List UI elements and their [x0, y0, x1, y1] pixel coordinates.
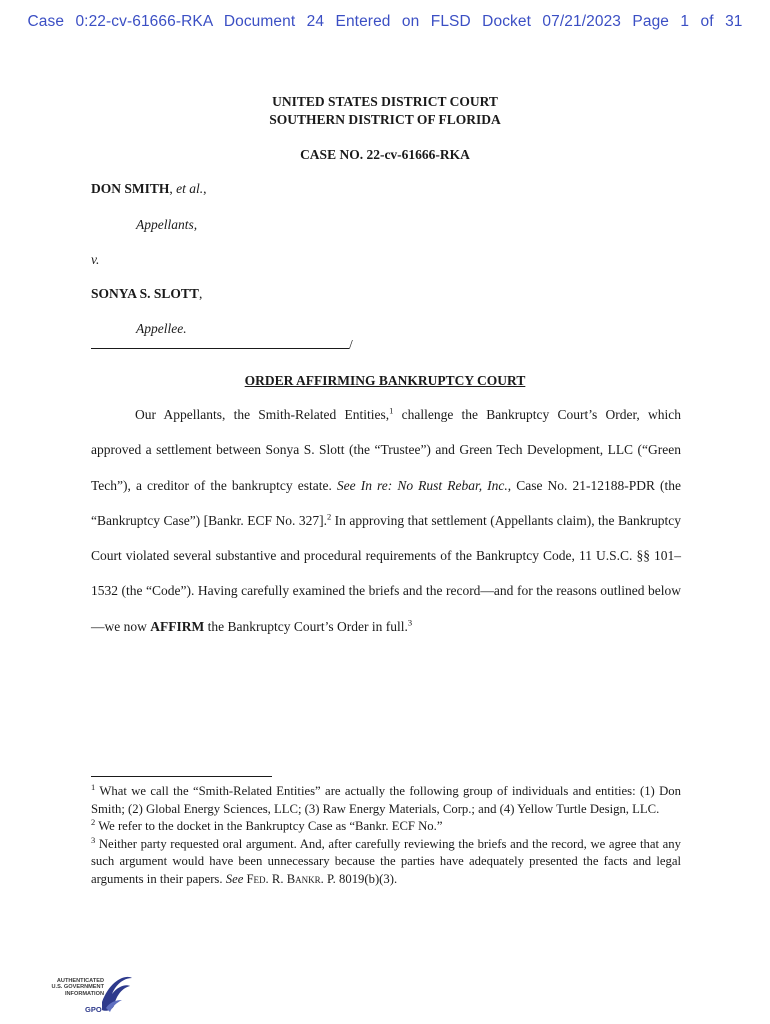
- appellant-etal: et al.: [176, 181, 204, 196]
- footnote-ref-2: 2: [326, 511, 332, 522]
- footnote-separator: [91, 776, 272, 777]
- footnotes: [91, 783, 681, 888]
- versus: v.: [91, 252, 100, 267]
- appellant-role: Appellants,: [136, 217, 198, 232]
- appellee-comma: ,: [198, 286, 203, 301]
- appellant-comma: ,: [203, 181, 207, 196]
- order-body: [91, 397, 681, 644]
- footnote-text: What we call the “Smith-Related Entities” are actually the following group of individuals and entities: (1) Don Smith; (2) Global Energy Sciences, LLC; (3) Raw Energy Materials, Corp.; and (4) Yellow Turtle Design, LLC.: [91, 784, 681, 816]
- gpo-abbreviation: GPO: [85, 1005, 102, 1014]
- gpo-line-3: INFORMATION: [64, 990, 104, 997]
- caption-slash: /: [349, 337, 353, 352]
- footnote-text: Neither party requested oral argument. And, after carefully reviewing the briefs and the record, we agree that any such argument would have been unnecessary because the parties have adequately presented the facts and legal arguments in their papers.: [91, 836, 681, 886]
- paragraph-text: , Case No. 21-12188-PDR (the “Bankruptcy Case”) [Bankr. ECF No. 327].: [91, 477, 682, 528]
- case-citation: See In re: No Rust Rebar, Inc.: [336, 477, 508, 493]
- footnote-1: [91, 783, 681, 818]
- appellant-party: DON SMITH, et al.,: [91, 181, 207, 196]
- rule-citation: Fed. R. Bankr. P.: [243, 871, 336, 886]
- footnote-signal: See: [225, 871, 244, 886]
- docket-header-stamp: Case 0:22-cv-61666-RKA Document 24 Entered on FLSD Docket 07/21/2023 Page 1 of 31: [27, 13, 743, 30]
- order-paragraph: [91, 397, 681, 644]
- footnote-text: We refer to the docket in the Bankruptcy Case as “Bankr. ECF No.”: [95, 819, 443, 833]
- appellee-name: SONYA S. SLOTT: [91, 286, 199, 301]
- footnote-number: 2: [91, 816, 96, 827]
- footnote-ref-3: 3: [407, 617, 413, 628]
- affirm-keyword: AFFIRM: [150, 618, 205, 634]
- footnote-2: [91, 818, 681, 836]
- order-title: ORDER AFFIRMING BANKRUPTCY COURT: [244, 373, 526, 388]
- footnote-number: 1: [91, 781, 96, 792]
- appellee-party: [91, 286, 202, 302]
- gpo-authentication-seal: [44, 972, 134, 1016]
- gpo-seal-text: [44, 978, 104, 997]
- caption-underline: [91, 348, 349, 349]
- court-name: [0, 93, 770, 129]
- paragraph-text: Our Appellants, the Smith-Related Entities,: [135, 407, 390, 422]
- gpo-line-2: U.S. GOVERNMENT: [51, 984, 104, 991]
- paragraph-text: In approving that settlement (Appellants claim), the Bankruptcy Court violated several substantive and procedural requirements of the Bankruptcy Code, 11 U.S.C. §§ 101–1532 (the “Code”). Having carefully examined the briefs and the record—and for the reasons outlined below—we now: [91, 512, 682, 634]
- footnote-text: 8019(b)(3).: [335, 871, 398, 886]
- paragraph-text: the Bankruptcy Court’s Order in full.: [204, 618, 408, 634]
- paragraph-text: challenge the Bankruptcy Court’s Order, which approved a settlement between Sonya S. Slott (the “Trustee”) and Green Tech Development, LLC (“Green Tech”), a creditor of the bankruptcy estate.: [91, 407, 681, 493]
- court-line-2: SOUTHERN DISTRICT OF FLORIDA: [269, 112, 501, 127]
- gpo-line-1: AUTHENTICATED: [56, 978, 104, 984]
- appellee-role: Appellee.: [136, 321, 187, 336]
- footnote-ref-1: 1: [389, 405, 394, 416]
- court-line-1: UNITED STATES DISTRICT COURT: [272, 94, 498, 109]
- case-number: CASE NO. 22-cv-61666-RKA: [300, 147, 470, 162]
- appellant-name: DON SMITH: [91, 181, 170, 196]
- footnote-3: [91, 836, 681, 889]
- footnote-number: 3: [91, 834, 96, 845]
